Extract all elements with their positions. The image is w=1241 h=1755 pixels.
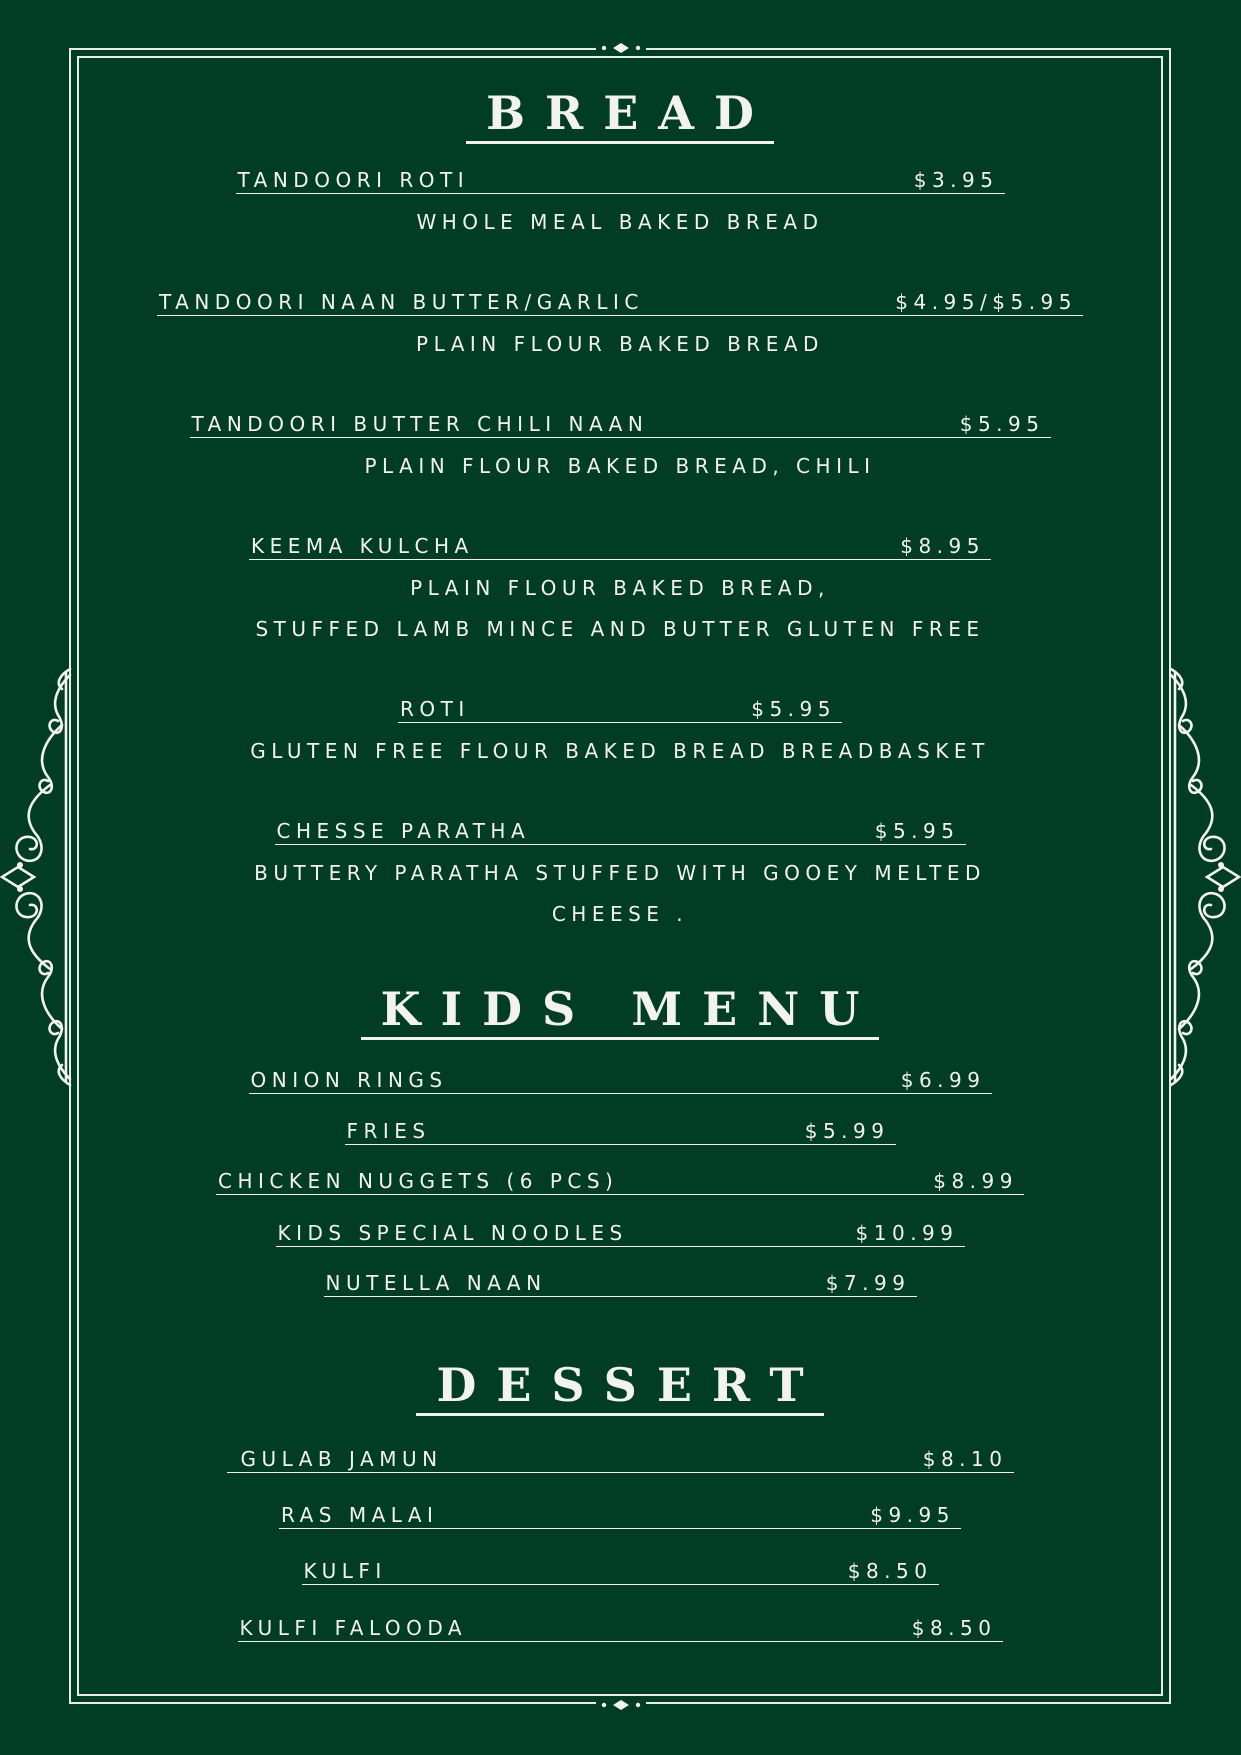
menu-item-kulfi [77, 1561, 1163, 1585]
item-name: KULFI FALOODA [239, 1616, 468, 1640]
item-description: WHOLE MEAL BAKED BREAD [416, 210, 824, 234]
menu-item-roti [77, 699, 1163, 723]
menu-item-onion-rings [77, 1070, 1163, 1094]
item-name: KEEMA KULCHA [251, 534, 474, 558]
item-name: RAS MALAI [281, 1503, 439, 1527]
item-name: KULFI [303, 1559, 387, 1583]
item-price: $8.10 [922, 1447, 1008, 1471]
item-description: CHEESE . [551, 902, 689, 926]
item-description: GLUTEN FREE FLOUR BAKED BREAD BREADBASKET [250, 739, 990, 763]
item-price: $7.99 [825, 1271, 911, 1295]
menu-item-ras-malai [77, 1505, 1163, 1529]
item-price: $10.99 [855, 1221, 959, 1245]
item-price: $5.95 [874, 819, 960, 843]
item-name: CHESSE PARATHA [276, 819, 531, 843]
item-name: TANDOORI BUTTER CHILI NAAN [191, 412, 649, 436]
item-description: STUFFED LAMB MINCE AND BUTTER GLUTEN FREE [255, 617, 985, 641]
item-description: PLAIN FLOUR BAKED BREAD, CHILI [364, 454, 876, 478]
item-description: BUTTERY PARATHA STUFFED WITH GOOEY MELTED [254, 861, 986, 885]
item-price: $5.95 [751, 697, 836, 721]
right-scroll-flourish-icon [1161, 665, 1241, 1090]
item-name: GULAB JAMUN [240, 1447, 443, 1471]
item-name: FRIES [346, 1119, 431, 1143]
item-price: $8.50 [911, 1616, 997, 1640]
item-name: KIDS SPECIAL NOODLES [277, 1221, 628, 1245]
item-price: $5.99 [804, 1119, 890, 1143]
menu-item-kids-special-noodles [77, 1223, 1163, 1247]
item-description: PLAIN FLOUR BAKED BREAD, [410, 576, 830, 600]
dessert-section-title: DESSERT [77, 1362, 1163, 1416]
item-description: PLAIN FLOUR BAKED BREAD [416, 332, 824, 356]
item-name: ONION RINGS [250, 1068, 448, 1092]
kids-menu-section-title: KIDS MENU [77, 986, 1163, 1040]
item-price: $4.95/$5.95 [895, 290, 1077, 314]
item-name: ROTI [400, 697, 470, 721]
menu-content [77, 56, 1163, 1696]
menu-item-fries [77, 1121, 1163, 1145]
item-price: $9.95 [870, 1503, 955, 1527]
menu-item-chicken-nuggets [77, 1171, 1163, 1195]
item-price: $5.95 [959, 412, 1045, 436]
item-name: TANDOORI NAAN BUTTER/GARLIC [159, 290, 644, 314]
menu-item-tandoori-naan [77, 292, 1163, 316]
item-price: $8.95 [900, 534, 985, 558]
menu-item-chesse-paratha [77, 821, 1163, 845]
item-name: TANDOORI ROTI [237, 168, 470, 192]
menu-item-kulfi-falooda [77, 1618, 1163, 1642]
left-scroll-flourish-icon [0, 665, 80, 1090]
item-name: CHICKEN NUGGETS (6 PCS) [218, 1169, 619, 1193]
item-price: $3.95 [913, 168, 999, 192]
item-name: NUTELLA NAAN [325, 1271, 547, 1295]
menu-item-nutella-naan [77, 1273, 1163, 1297]
bread-section-title: BREAD [77, 90, 1163, 144]
menu-item-tandoori-butter-chili-naan [77, 414, 1163, 438]
item-price: $8.99 [933, 1169, 1018, 1193]
menu-item-tandoori-roti [77, 170, 1163, 194]
menu-item-gulab-jamun [77, 1449, 1163, 1473]
top-diamond-ornament-icon [596, 41, 646, 55]
menu-item-keema-kulcha [77, 536, 1163, 560]
item-price: $8.50 [847, 1559, 933, 1583]
item-price: $6.99 [900, 1068, 986, 1092]
bottom-diamond-ornament-icon [596, 1698, 646, 1712]
